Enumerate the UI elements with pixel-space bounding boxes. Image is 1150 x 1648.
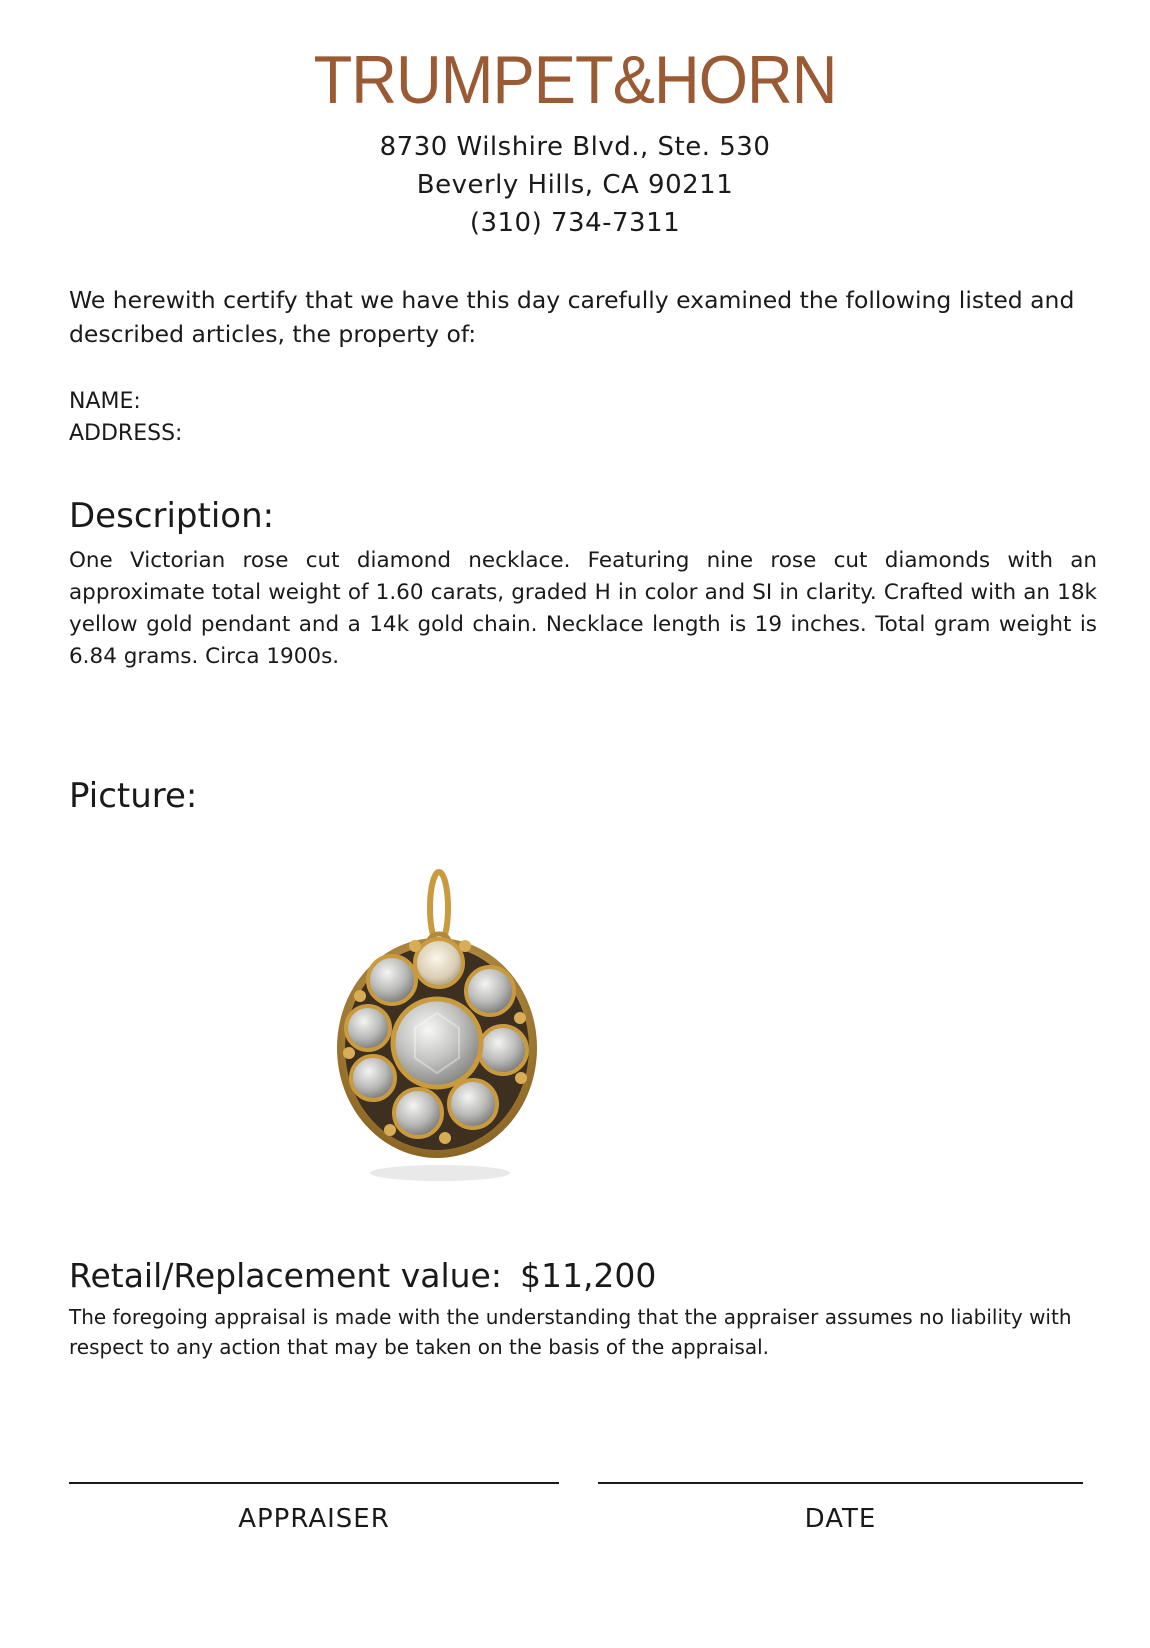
pendant-photo <box>325 868 565 1198</box>
address-city: Beverly Hills, CA 90211 <box>416 170 734 200</box>
brand-logo: TRUMPET&HORN <box>313 42 837 118</box>
address-phone: (310) 734-7311 <box>469 208 681 238</box>
valuation-label: Retail/Replacement value: <box>69 1256 502 1295</box>
appraiser-signature-line <box>69 1482 559 1484</box>
valuation-amount: $11,200 <box>519 1256 657 1295</box>
appraisal-disclaimer: The foregoing appraisal is made with the understanding that the appraiser assumes no liability with respect to any action that may be taken on the basis of the appraisal. <box>69 1305 1072 1359</box>
date-signature-line <box>598 1482 1083 1484</box>
date-label: DATE <box>804 1504 877 1534</box>
description-heading: Description: <box>69 496 275 536</box>
name-label: NAME: <box>69 389 141 414</box>
store-address <box>0 128 1150 242</box>
appraiser-label: APPRAISER <box>238 1504 390 1534</box>
certification-statement: We herewith certify that we have this day carefully examined the following listed and described articles, the property of: <box>69 286 1075 348</box>
picture-heading: Picture: <box>69 776 198 816</box>
address-street: 8730 Wilshire Blvd., Ste. 530 <box>379 132 771 162</box>
valuation-row <box>69 1256 656 1296</box>
description-text: One Victorian rose cut diamond necklace. Featuring nine rose cut diamonds with an approximate total weight of 1.60 carats, graded H in color and SI in clarity. Crafted with an 18k yellow gold pendant and a 14k gold chain. Necklace length is 19 inches. Total gram weight is 6.84 grams. Circa 1900s. <box>69 548 1097 669</box>
address-label: ADDRESS: <box>69 421 183 446</box>
owner-fields <box>69 386 182 450</box>
